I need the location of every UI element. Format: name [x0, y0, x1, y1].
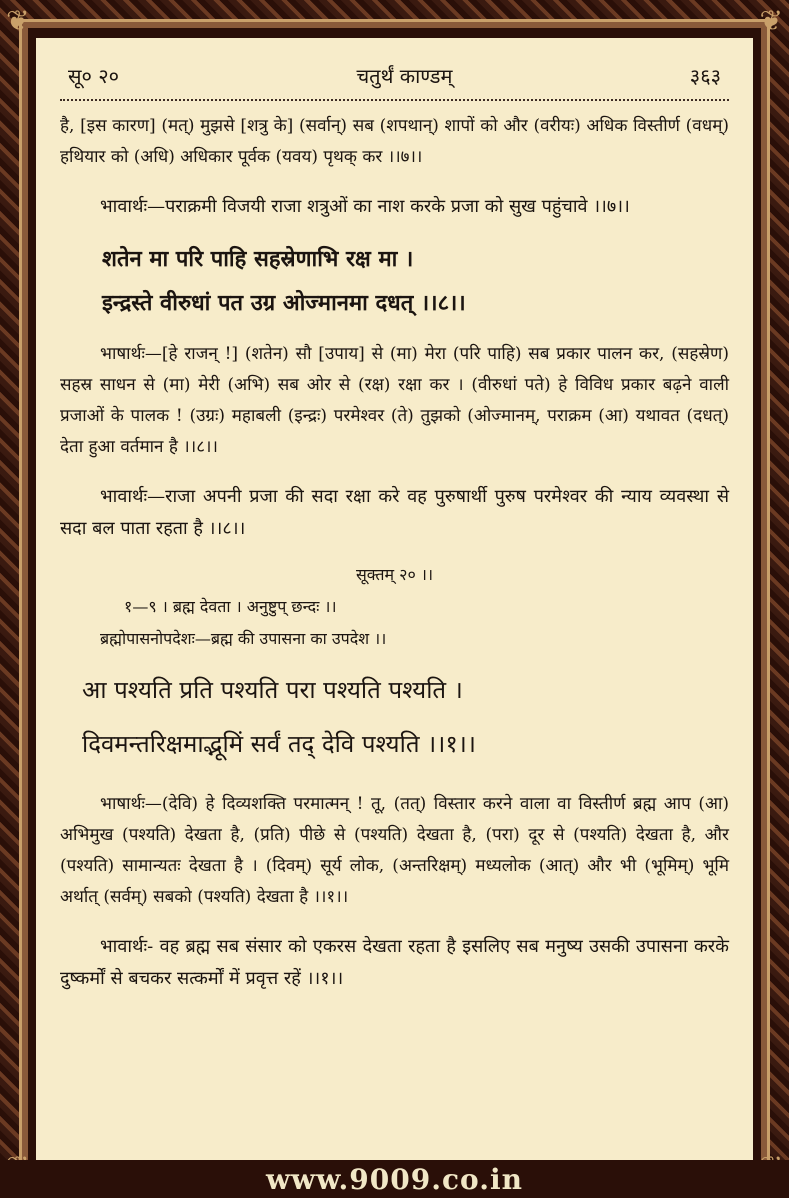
sukta-number: सू० २०: [68, 64, 120, 88]
page-number: ३६३: [689, 64, 721, 88]
translation-paragraph: भाषार्थः—(देवि) हे दिव्यशक्ति परमात्मन् ! तू, (तत्) विस्तार करने वाला वा विस्तीर्ण ब्रह्म आप (आ) अभिमुख (पश्यति) देखता है, (प्रति) पीछे से (पश्यति) देखता है, (परा) दूर से (पश्यति) देखता है, और (पश्यति) सामान्यतः देखता है । (दिवम्) सूर्य लोक, (अन्तरिक्षम्) मध्यलोक (आत्) और भी (भूमिम्) भूमि अर्थात् (सर्वम्) सबको (पश्यति) देखता है ।।१।।: [60, 794, 729, 907]
corner-ornament-icon: ❦: [6, 4, 30, 37]
mantra-line: आ पश्यति प्रति पश्यति परा पश्यति पश्यति ।: [82, 676, 463, 704]
bhavarth-paragraph: भावार्थः- वह ब्रह्म सब संसार को एकरस देखता रहता है इसलिए सब मनुष्य उसकी उपासना करके दुष्कर्मों से बचकर सत्कर्मों में प्रवृत्त रहें ।।१।।: [60, 936, 729, 989]
corner-ornament-icon: ❦: [759, 4, 783, 37]
page-header: [60, 56, 729, 93]
book-page: [36, 38, 753, 1160]
mantra-line: शतेन मा परि पाहि सहस्रेणाभि रक्ष मा ।: [102, 246, 414, 272]
kanda-title: चतुर्थं काण्डम्: [356, 64, 453, 88]
header-divider: [60, 99, 729, 101]
bhavarth-paragraph: भावार्थः—राजा अपनी प्रजा की सदा रक्षा करे वह पुरुषार्थी पुरुष परमेश्वर की न्याय व्यवस्था से सदा बल पाता रहता है ।।८।।: [60, 486, 729, 539]
devata-line: १—९ । ब्रह्म देवता । अनुष्टुप् छन्दः ।।: [124, 597, 337, 616]
mantra-line: दिवमन्तरिक्षमाद्भूमिं सर्वं तद् देवि पश्यति ।।१।।: [82, 730, 476, 758]
sukta-heading: सूक्तम् २० ।।: [355, 565, 434, 584]
mantra-line: इन्द्रस्ते वीरुधां पत उग्र ओज्मानमा दधत् ।।८।।: [102, 290, 466, 316]
website-url[interactable]: www.9009.co.in: [266, 1163, 523, 1196]
upadesh-line: ब्रह्मोपासनोपदेशः—ब्रह्म की उपासना का उपदेश ।।: [100, 629, 387, 648]
translation-paragraph: है, [इस कारण] (मत्) मुझसे [शत्रु के] (सर्वान्) सब (शपथान्) शापों को और (वरीयः) अधिक विस्तीर्ण (वधम्) हथियार को (अधि) अधिकार पूर्वक (यवय) पृथक् कर ।।७।।: [60, 116, 729, 167]
bhavarth-paragraph: भावार्थः—पराक्रमी विजयी राजा शत्रुओं का नाश करके प्रजा को सुख पहुंचावे ।।७।।: [100, 196, 630, 217]
translation-paragraph: भाषार्थः—[हे राजन् !] (शतेन) सौ [उपाय] से (मा) मेरा (परि पाहि) सब प्रकार पालन कर, (सहस्रेण) सहस्र साधन से (मा) मेरी (अभि) सब ओर से (रक्ष) रक्षा कर । (वीरुधां पते) हे विविध प्रकार बढ़ने वाली प्रजाओं के पालक ! (उग्रः) महाबली (इन्द्रः) परमेश्वर (ते) तुझको (ओज्मानम्, पराक्रम (आ) यथावत (दधत्) देता हुआ वर्तमान है ।।८।।: [60, 344, 729, 457]
